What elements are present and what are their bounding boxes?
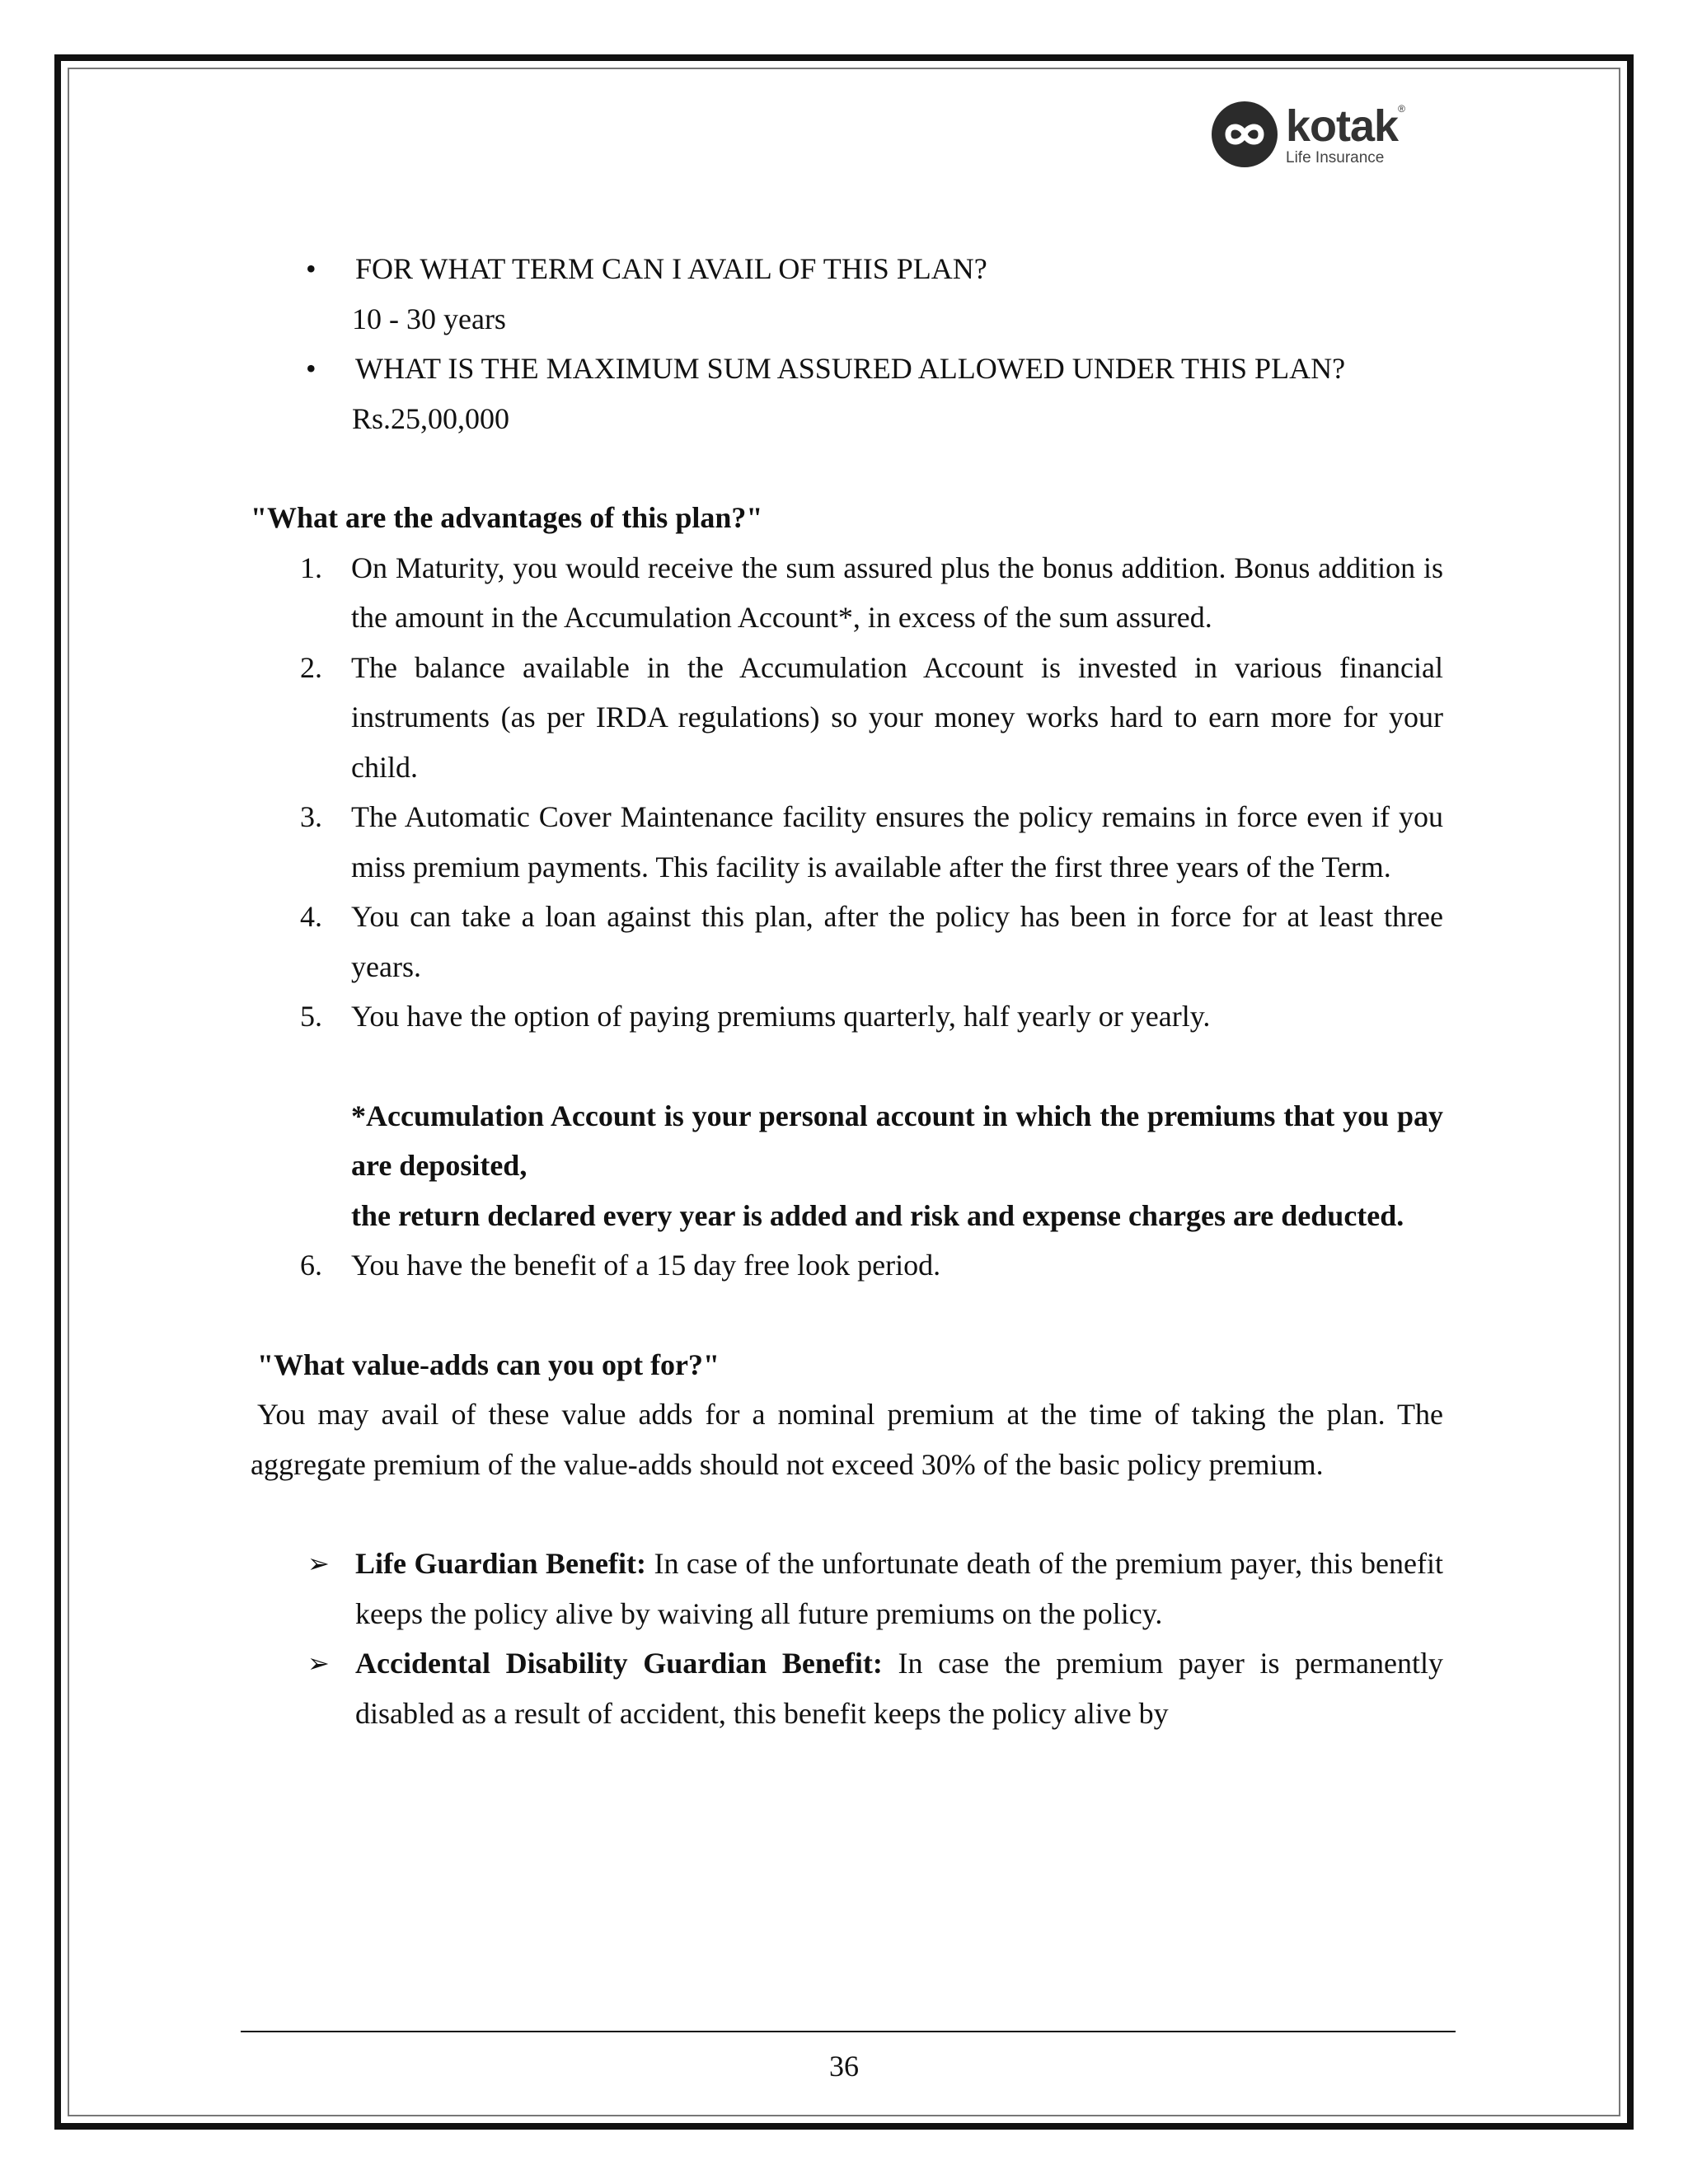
value-add-title: Life Guardian Benefit: <box>355 1547 646 1580</box>
value-adds-intro: You may avail of these value adds for a nominal premium at the time of taking the plan. The aggregate premium of the value-adds should not exceed 30% of the basic policy premium. <box>251 1398 1443 1481</box>
faq-question: FOR WHAT TERM CAN I AVAIL OF THIS PLAN? <box>355 252 987 285</box>
advantage-item <box>300 643 1443 793</box>
advantages-heading: "What are the advantages of this plan?" <box>251 501 763 534</box>
arrow-bullet-icon: ➢ <box>307 1647 330 1679</box>
item-number: 4. <box>300 900 322 933</box>
faq-list <box>251 244 1443 443</box>
advantage-item <box>300 792 1443 892</box>
value-add-item <box>307 1638 1444 1738</box>
note-line: the return declared every year is added and risk and expense charges are deducted. <box>351 1198 1404 1232</box>
item-text: You can take a loan against this plan, after the policy has been in force for at least three years. <box>351 900 1443 983</box>
registered-mark: ® <box>1398 102 1404 115</box>
advantage-item <box>300 991 1443 1042</box>
item-text: You have the benefit of a 15 day free look period. <box>351 1249 941 1282</box>
item-text: The Automatic Cover Maintenance facility ensures the policy remains in force even if you miss premium payments. This facility is available after the first three years of the Term. <box>351 800 1443 883</box>
page-number: 36 <box>829 2050 859 2083</box>
advantages-list-continued <box>251 1240 1443 1291</box>
value-add-text: In case of the unfortunate death of the premium payer, this benefit keeps the policy alive by waiving all future premiums on the policy. <box>355 1547 1444 1630</box>
arrow-bullet-icon: ➢ <box>307 1548 330 1579</box>
item-text: On Maturity, you would receive the sum assured plus the bonus addition. Bonus addition is the amount in the Accumulation Account*, in excess of the sum assured. <box>351 551 1443 634</box>
brand-name: kotak <box>1286 101 1399 151</box>
note-line: *Accumulation Account is your personal account in which the premiums that you pay are deposited, <box>351 1099 1443 1182</box>
kotak-infinity-icon <box>1210 100 1279 169</box>
faq-item <box>352 344 1443 443</box>
item-text: The balance available in the Accumulation Account is invested in various financial instruments (as per IRDA regulations) so your money works hard to earn more for your child. <box>351 650 1443 784</box>
item-number: 2. <box>300 650 322 684</box>
value-add-title: Accidental Disability Guardian Benefit: <box>355 1647 883 1680</box>
brand-subtitle: Life Insurance <box>1286 148 1385 166</box>
faq-answer: 10 - 30 years <box>352 302 506 335</box>
accumulation-account-note <box>251 1091 1443 1241</box>
advantage-item <box>300 892 1443 991</box>
kotak-logo <box>1210 97 1449 171</box>
value-adds-list <box>251 1539 1443 1738</box>
faq-item <box>352 244 1443 344</box>
value-adds-heading: "What value-adds can you opt for?" <box>257 1347 720 1381</box>
page-content <box>251 244 1443 1738</box>
item-number: 1. <box>300 551 322 584</box>
value-add-item <box>307 1539 1444 1638</box>
footer-divider <box>241 2031 1456 2032</box>
item-text: You have the option of paying premiums quarterly, half yearly or yearly. <box>351 1000 1211 1033</box>
faq-answer: Rs.25,00,000 <box>352 401 510 435</box>
advantages-list <box>251 543 1443 1042</box>
faq-question: WHAT IS THE MAXIMUM SUM ASSURED ALLOWED UNDER THIS PLAN? <box>355 352 1346 385</box>
advantage-item <box>300 543 1443 643</box>
value-add-text: In case the premium payer is permanently disabled as a result of accident, this benefit keeps the policy alive by <box>355 1647 1444 1730</box>
item-number: 6. <box>300 1249 322 1282</box>
item-number: 5. <box>300 1000 322 1033</box>
item-number: 3. <box>300 800 322 833</box>
advantage-item <box>300 1240 1443 1291</box>
